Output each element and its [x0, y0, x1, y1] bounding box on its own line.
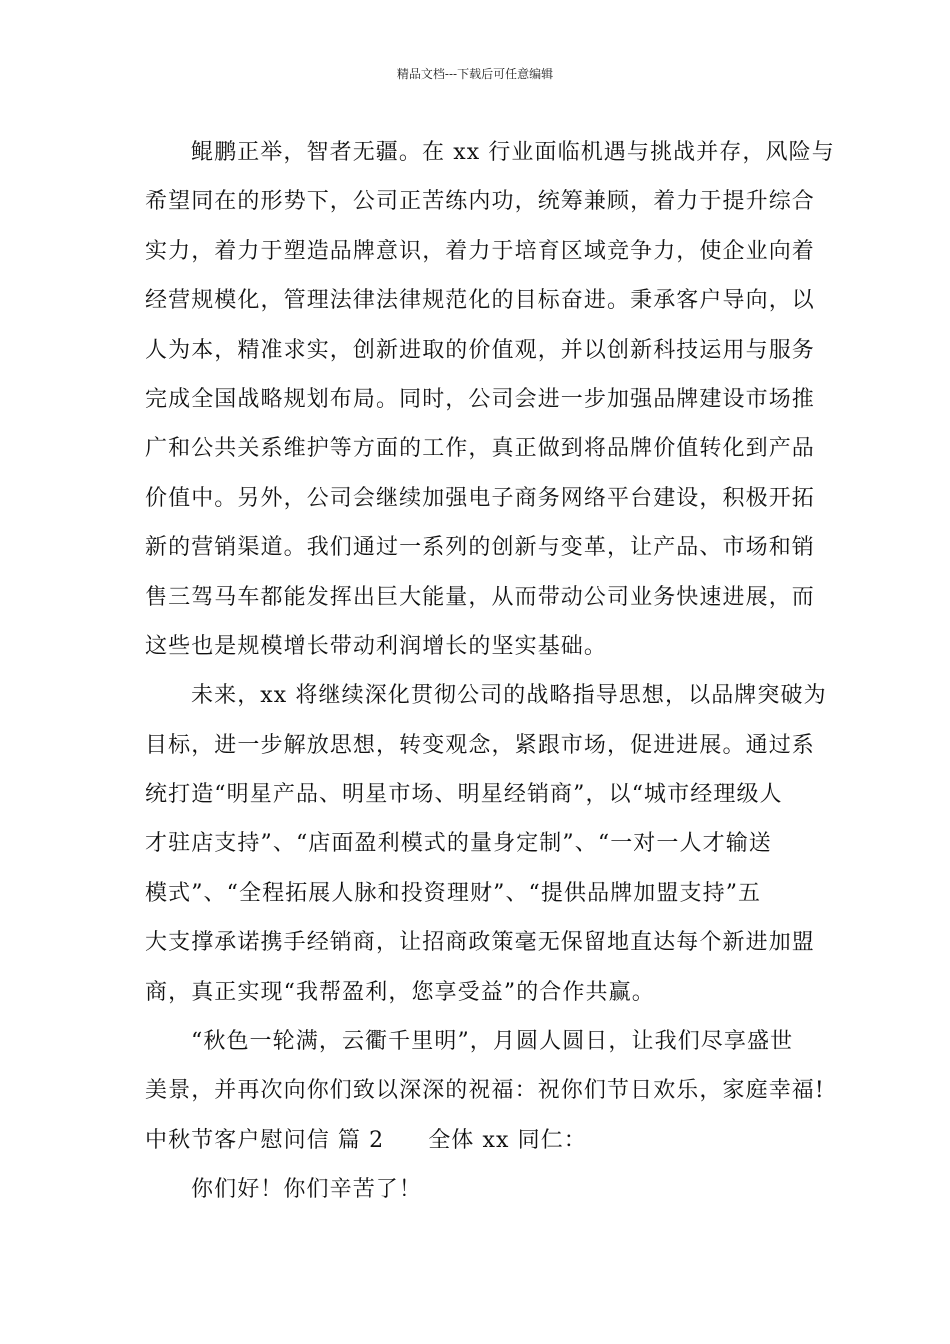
paragraph-line: 商，真正实现“我帮盈利，您享受益”的合作共赢。: [145, 979, 655, 1005]
paragraph-line: 实力，着力于塑造品牌意识，着力于培育区域竞争力，使企业向着: [145, 238, 815, 264]
paragraph-line: 完成全国战略规划布局。同时，公司会进一步加强品牌建设市场推: [145, 386, 815, 412]
paragraph-line: 价值中。另外，公司会继续加强电子商务网络平台建设，积极开拓: [145, 485, 815, 511]
paragraph-line: 才驻店支持”、“店面盈利模式的量身定制”、“一对一人才输送: [145, 831, 772, 857]
paragraph-line: 大支撑承诺携手经销商，让招商政策毫无保留地直达每个新进加盟: [145, 930, 815, 956]
greeting-line: 你们好！你们辛苦了！: [191, 1177, 423, 1203]
paragraph-line: 希望同在的形势下，公司正苦练内功，统筹兼顾，着力于提升综合: [145, 189, 815, 215]
paragraph-line: 这些也是规模增长带动利润增长的坚实基础。: [145, 633, 608, 659]
paragraph-line: 统打造“明星产品、明星市场、明星经销商”，以“城市经理级人: [145, 782, 783, 808]
page-header: 精品文档---下载后可任意编辑: [396, 67, 554, 81]
section-title: 中秋节客户慰问信 篇 2: [145, 1127, 385, 1153]
paragraph-line: 模式”、“全程拓展人脉和投资理财”、“提供品牌加盟支持”五: [145, 880, 762, 906]
document-body: [145, 128, 835, 1215]
paragraph-line: 广和公共关系维护等方面的工作，真正做到将品牌价值转化到产品: [145, 436, 815, 462]
paragraph-line: 人为本，精准求实，创新进取的价值观，并以创新科技运用与服务: [145, 337, 815, 363]
paragraph-line: “秋色一轮满，云衢千里明”，月圆人圆日，让我们尽享盛世: [191, 1029, 794, 1055]
paragraph-line: 新的营销渠道。我们通过一系列的创新与变革，让产品、市场和销: [145, 535, 815, 561]
salutation: 全体 xx 同仁：: [428, 1127, 587, 1153]
paragraph-line: 目标，进一步解放思想，转变观念，紧跟市场，促进进展。通过系: [145, 732, 815, 758]
paragraph-line: 未来，xx 将继续深化贯彻公司的战略指导思想，以品牌突破为: [191, 683, 827, 709]
paragraph-line: 美景，并再次向你们致以深深的祝福：祝你们节日欢乐，家庭幸福!: [145, 1078, 825, 1104]
paragraph-line: 经营规模化，管理法律法律规范化的目标奋进。秉承客户导向，以: [145, 288, 815, 314]
section-heading-line: [145, 1116, 810, 1165]
paragraph-line: 售三驾马车都能发挥出巨大能量，从而带动公司业务快速进展，而: [145, 584, 815, 610]
paragraph-line: 鲲鹏正举，智者无疆。在 xx 行业面临机遇与挑战并存，风险与: [191, 140, 835, 165]
